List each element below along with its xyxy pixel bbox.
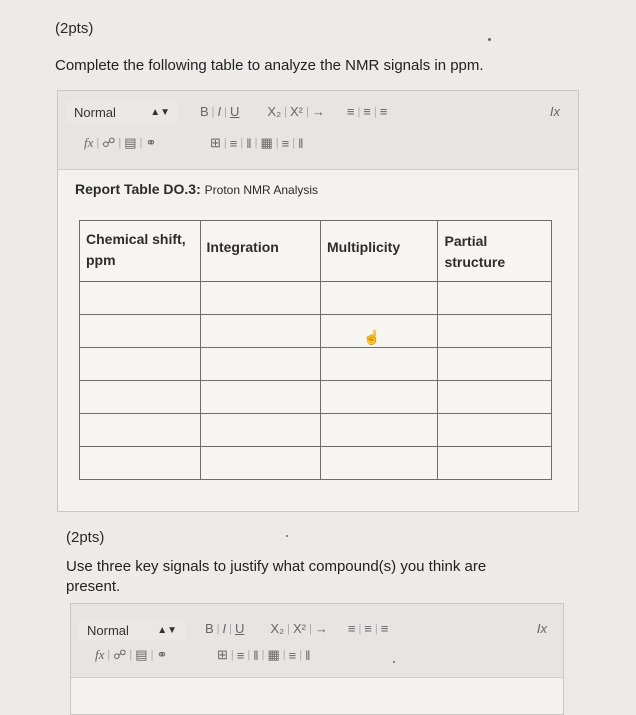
cell[interactable] <box>321 348 438 381</box>
style-select-value: Normal <box>74 104 116 120</box>
updown-chevron-icon: ▲▼ <box>150 106 170 118</box>
style-select[interactable] <box>66 101 178 123</box>
underline-button[interactable]: U <box>235 621 245 636</box>
cell[interactable] <box>200 282 321 315</box>
insert-column-icon[interactable]: ‖ <box>253 647 259 663</box>
report-title <box>75 181 318 197</box>
q2-points: (2pts) <box>66 529 105 546</box>
decorative-dot <box>286 535 288 537</box>
header-multiplicity[interactable]: Multiplicity <box>321 221 438 282</box>
table-icon[interactable]: ⊞ <box>210 135 221 150</box>
delete-row-icon[interactable]: ≡ <box>281 135 290 151</box>
table-row <box>80 282 552 315</box>
cell[interactable] <box>438 315 552 348</box>
hand-cursor-icon: ☝ <box>363 329 381 345</box>
cell[interactable] <box>200 447 321 480</box>
link-icon[interactable]: ☍ <box>102 135 116 150</box>
report-title-bold: Report Table DO.3: <box>75 181 201 197</box>
decorative-dot <box>393 661 395 663</box>
table-row <box>80 414 552 447</box>
superscript-button[interactable]: X² <box>292 621 306 636</box>
embed-icon[interactable]: ⚭ <box>145 135 157 150</box>
merge-cells-icon[interactable]: ▦ <box>267 647 280 662</box>
insert-row-icon[interactable]: ≡ <box>229 135 238 151</box>
ordered-list-icon[interactable]: ≡ <box>347 621 356 636</box>
merge-cells-icon[interactable]: ▦ <box>260 135 273 150</box>
cell[interactable] <box>200 381 321 414</box>
delete-column-icon[interactable]: ‖ <box>305 647 311 663</box>
formula-button[interactable]: fx <box>95 647 105 662</box>
report-title-rest: Proton NMR Analysis <box>204 183 319 197</box>
cell[interactable] <box>200 414 321 447</box>
table-header-row <box>80 221 552 282</box>
q1-question: Complete the following table to analyze the NMR signals in ppm. <box>55 57 484 74</box>
clear-format-button[interactable]: Ix <box>549 104 560 119</box>
cell[interactable] <box>80 282 201 315</box>
link-icon[interactable]: ☍ <box>113 647 127 662</box>
header-partial-structure[interactable]: Partial structure <box>438 221 552 282</box>
italic-button[interactable]: I <box>217 104 222 119</box>
report-table <box>79 220 552 480</box>
ordered-list-icon[interactable]: ≡ <box>346 104 355 119</box>
table-icon[interactable]: ⊞ <box>217 647 228 662</box>
clear-format-button[interactable]: Ix <box>536 621 547 636</box>
bold-button[interactable]: B <box>200 104 209 119</box>
formula-button[interactable]: fx <box>84 135 94 150</box>
editor-toolbar: Normal ▲▼ B | I | U X₂ | X² | → ≡ | ≡ | ≡ Ix fx | ☍ | ▤ | ⚭ ⊞ | ≡ | ‖ | ▦ | ≡ | ‖ <box>58 91 578 170</box>
updown-chevron-icon: ▲▼ <box>157 624 177 636</box>
cell[interactable] <box>200 315 321 348</box>
decorative-dot <box>488 38 491 41</box>
image-icon[interactable]: ▤ <box>124 135 137 150</box>
header-chemical-shift[interactable]: Chemical shift, ppm <box>80 221 201 282</box>
cell[interactable] <box>80 414 201 447</box>
rich-text-editor-2[interactable] <box>70 603 564 715</box>
delete-column-icon[interactable]: ‖ <box>298 135 304 151</box>
arrow-button[interactable]: → <box>314 621 328 636</box>
align-icon[interactable]: ≡ <box>380 621 389 636</box>
style-select-value: Normal <box>87 622 129 638</box>
table-row <box>80 381 552 414</box>
q1-points: (2pts) <box>55 20 94 37</box>
underline-button[interactable]: U <box>230 104 240 119</box>
italic-button[interactable]: I <box>222 621 227 636</box>
image-icon[interactable]: ▤ <box>135 647 148 662</box>
editor-toolbar: Normal ▲▼ B | I | U X₂ | X² | → ≡ | ≡ | ≡ Ix fx | ☍ | ▤ | ⚭ ⊞ | ≡ | ‖ | ▦ | ≡ | ‖ <box>71 604 563 678</box>
insert-row-icon[interactable]: ≡ <box>236 647 245 663</box>
cell[interactable] <box>438 348 552 381</box>
subscript-button[interactable]: X₂ <box>270 621 285 636</box>
cell[interactable] <box>438 381 552 414</box>
cell[interactable] <box>80 381 201 414</box>
cell[interactable] <box>438 282 552 315</box>
style-select[interactable] <box>79 619 185 641</box>
cell[interactable] <box>321 381 438 414</box>
delete-row-icon[interactable]: ≡ <box>288 647 297 663</box>
subscript-button[interactable]: X₂ <box>267 104 282 119</box>
q2-question: Use three key signals to justify what compound(s) you think are present. <box>66 558 487 595</box>
cell[interactable] <box>438 447 552 480</box>
superscript-button[interactable]: X² <box>289 104 303 119</box>
arrow-button[interactable]: → <box>311 104 325 119</box>
align-icon[interactable]: ≡ <box>379 104 388 119</box>
header-integration[interactable]: Integration <box>200 221 321 282</box>
cell[interactable] <box>80 348 201 381</box>
insert-column-icon[interactable]: ‖ <box>246 135 252 151</box>
cell[interactable] <box>321 282 438 315</box>
table-row <box>80 348 552 381</box>
unordered-list-icon[interactable]: ≡ <box>364 621 372 636</box>
unordered-list-icon[interactable]: ≡ <box>363 104 371 119</box>
cell[interactable] <box>200 348 321 381</box>
rich-text-editor-1[interactable] <box>57 90 579 512</box>
embed-icon[interactable]: ⚭ <box>156 647 168 662</box>
cell[interactable] <box>321 414 438 447</box>
table-row <box>80 315 552 348</box>
cell[interactable] <box>321 447 438 480</box>
table-row <box>80 447 552 480</box>
cell[interactable] <box>438 414 552 447</box>
cell[interactable] <box>80 447 201 480</box>
cell[interactable] <box>80 315 201 348</box>
bold-button[interactable]: B <box>205 621 214 636</box>
